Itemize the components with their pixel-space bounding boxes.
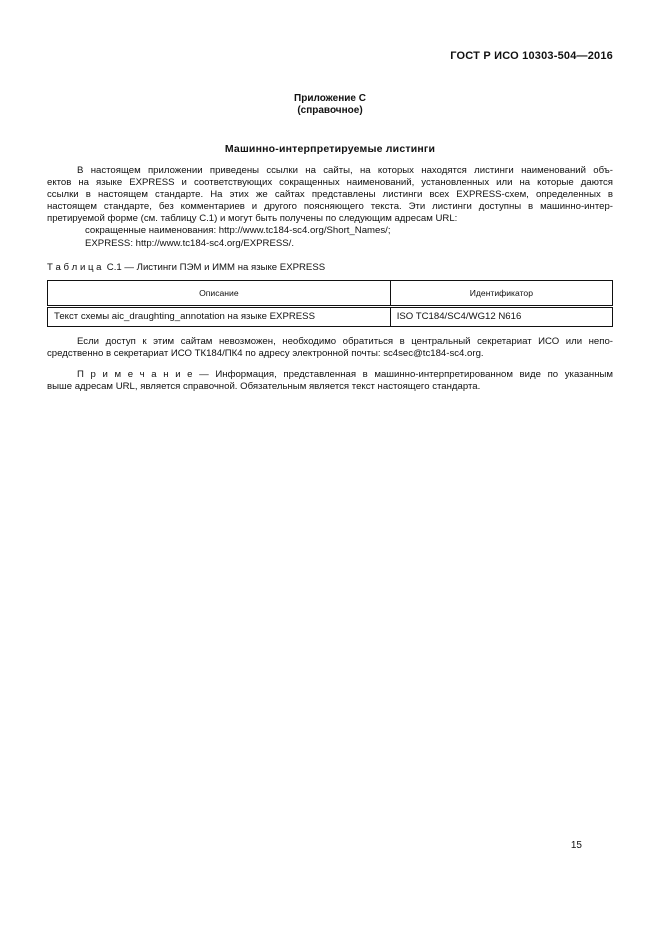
note-paragraph	[47, 369, 613, 393]
header-standard-number: ГОСТ Р ИСО 10303-504—2016	[450, 50, 613, 62]
table-header-row	[48, 280, 613, 306]
column-header-identifier: Идентификатор	[390, 280, 612, 306]
table-row	[48, 306, 613, 326]
listings-table	[47, 280, 613, 327]
url-express: EXPRESS: http://www.tc184-sc4.org/EXPRESS/.	[85, 237, 295, 249]
annex-subtitle: (справочное)	[297, 105, 363, 116]
note-line: выше адресам URL, является справочной. Обязательным является текст настоящего стандарта.	[47, 380, 481, 392]
note-line: П р и м е ч а н и е — Информация, представленная в машинно-интерпретированном виде по указанным	[77, 368, 613, 380]
intro-line: претируемой форме (см. таблицу С.1) и могут быть получены по следующим адресам URL:	[47, 213, 458, 225]
url-list	[47, 225, 613, 249]
page-number: 15	[570, 840, 582, 851]
annex-title: Приложение С	[294, 93, 366, 104]
intro-line: ектов на языке EXPRESS и соответствующих сокращенных наименований, установленных или на которые даются	[47, 177, 613, 189]
intro-paragraph	[47, 165, 613, 225]
access-line: Если доступ к этим сайтам невозможен, необходимо обратиться в центральный секретариат ИСО или непо-	[77, 335, 613, 347]
cell-description: Текст схемы aic_draughting_annotation на языке EXPRESS	[48, 306, 391, 326]
column-header-description: Описание	[48, 280, 391, 306]
intro-line: настоящем стандарте, без комментариев и другого поясняющего текста. Эти листинги доступны в машинно-интер-	[47, 201, 613, 213]
access-line: средственно в секретариат ИСО ТК184/ПК4 по адресу электронной почты: sc4sec@tc184-sc4.org.	[47, 347, 484, 359]
section-title: Машинно-интерпретируемые листинги	[224, 143, 436, 155]
cell-identifier: ISO TC184/SC4/WG12 N616	[390, 306, 612, 326]
url-short-names: сокращенные наименования: http://www.tc184-sc4.org/Short_Names/;	[85, 225, 391, 237]
table-caption: Т а б л и ц а С.1 — Листинги ПЭМ и ИММ на языке EXPRESS	[47, 261, 326, 273]
intro-line: В настоящем приложении приведены ссылки на сайты, на которых находятся листинги наименований объ-	[77, 165, 613, 176]
intro-line: ссылки в настоящем стандарте. На этих же сайтах представлены листинги всех EXPRESS-схем, определенных в	[47, 189, 613, 201]
annex-heading	[47, 93, 613, 117]
access-paragraph	[47, 336, 613, 360]
